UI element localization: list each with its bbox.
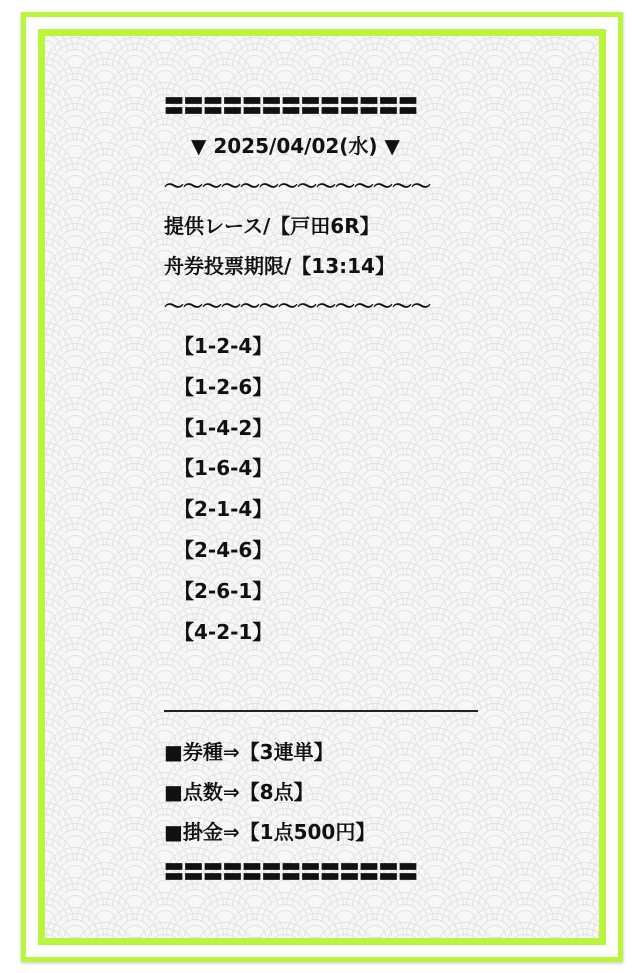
horizontal-rule [164,710,478,712]
combination-item: 【1-2-6】 [174,374,273,399]
point-count-line: ■点数⇒【8点】 [164,780,314,805]
spacer [164,652,478,692]
deadline-line: 舟券投票期限/【13:14】 [164,254,395,278]
combination-item: 【4-2-1】 [174,619,273,644]
bet-type-line: ■券種⇒【3連単】 [164,740,334,765]
wave-divider-mid: 〜〜〜〜〜〜〜〜〜〜〜〜〜〜 [164,294,430,318]
combination-item: 【2-1-4】 [174,497,273,522]
race-line: 提供レース/【戸田6R】 [164,214,380,238]
tip-card [164,86,478,892]
combination-item: 【1-6-4】 [174,456,273,481]
double-rule-bottom: 〓〓〓〓〓〓〓〓〓〓〓〓〓 [164,860,418,885]
date-line: ▼ 2025/04/02(水) ▼ [191,134,400,158]
stake-line: ■掛金⇒【1点500円】 [164,820,376,845]
double-rule-top: 〓〓〓〓〓〓〓〓〓〓〓〓〓 [164,94,418,118]
combination-list [164,326,478,652]
combination-item: 【1-4-2】 [174,415,273,440]
combination-item: 【2-4-6】 [174,537,273,562]
wave-divider-top: 〜〜〜〜〜〜〜〜〜〜〜〜〜〜 [164,174,430,198]
combination-item: 【1-2-4】 [174,334,273,358]
combination-item: 【2-6-1】 [174,578,273,603]
